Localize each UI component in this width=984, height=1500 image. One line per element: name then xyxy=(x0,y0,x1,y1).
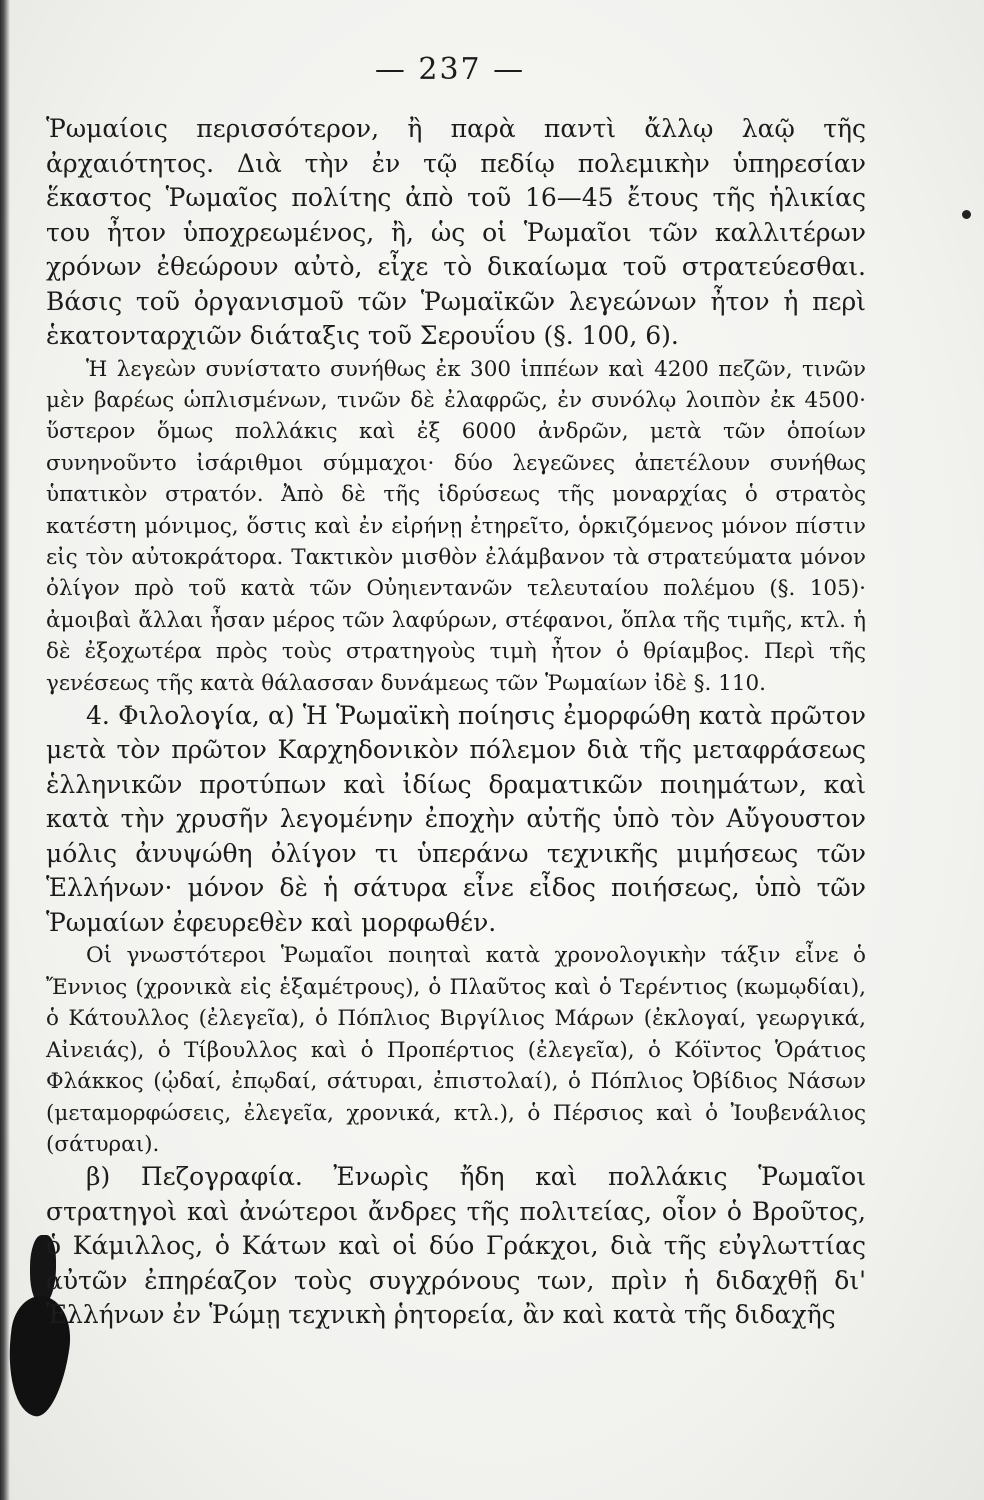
paragraph-legion: Ἡ λεγεὼν συνίστατο συνήθως ἐκ 300 ἱππέων καὶ 4200 πεζῶν, τινῶν μὲν βαρέως ὡπλισμένων, τινῶν δὲ ἐλαφρῶς, ἐν συνόλῳ λοιπὸν ἐκ 4500· ὕστερον ὅμως πολλάκις καὶ ἐξ 6000 ἀνδρῶν, μετὰ τῶν ὁποίων συνηνοῦντο ἰσάριθμοι σύμμαχοι· δύο λεγεῶνες ἀπετέλουν συνήθως ὑπατικὸν στρατόν. Ἀπὸ δὲ τῆς ἱδρύσεως τῆς μοναρχίας ὁ στρατὸς κατέστη μόνιμος, ὅστις καὶ ἐν εἰρήνῃ ἐτηρεῖτο, ὁρκιζόμενος μόνον πίστιν εἰς τὸν αὐτοκράτορα. Τακτικὸν μισθὸν ἐλάμβανον τὰ στρατεύματα μόνον ὀλίγον πρὸ τοῦ κατὰ τῶν Οὐηιεντανῶν τελευταίου πολέμου (§. 105)· ἀμοιβαὶ ἄλλαι ἦσαν μέρος τῶν λαφύρων, στέφανοι, ὅπλα τῆς τιμῆς, κτλ. ἡ δὲ ἐξοχωτέρα πρὸς τοὺς στρατηγοὺς τιμὴ ἦτον ὁ θρίαμβος. Περὶ τῆς γενέσεως τῆς κατὰ θάλασσαν δυνάμεως τῶν Ῥωμαίων ἰδὲ §. 110. xyxy=(46,356,866,696)
body-text xyxy=(46,112,866,1333)
paragraph-intro: Ῥωμαίοις περισσότερον, ἢ παρὰ παντὶ ἄλλῳ λαῷ τῆς ἀρχαιότητος. Διὰ τὴν ἐν τῷ πεδίῳ πολεμικὴν ὑπηρεσίαν ἕκαστος Ῥωμαῖος πολίτης ἀπὸ τοῦ 16—45 ἔτους τῆς ἡλικίας του ἦτον ὑποχρεωμένος, ἢ, ὡς οἱ Ῥωμαῖοι τῶν καλλιτέρων χρόνων ἐθεώρουν αὐτὸ, εἶχε τὸ δικαίωμα τοῦ στρατεύεσθαι. Βάσις τοῦ ὀργανισμοῦ τῶν Ῥωμαϊκῶν λεγεώνων ἦτον ἡ περὶ ἑκατονταρχιῶν διάταξις τοῦ Σερουΐου (§. 100, 6). xyxy=(46,114,866,350)
binding-edge xyxy=(0,0,10,1500)
paragraph-poets: Οἱ γνωστότεροι Ῥωμαῖοι ποιηταὶ κατὰ χρονολογικὴν τάξιν εἶνε ὁ Ἔννιος (χρονικὰ εἰς ἑξαμέτρους), ὁ Πλαῦτος καὶ ὁ Τερέντιος (κωμῳδίαι), ὁ Κάτουλλος (ἐλεγεῖα), ὁ Πόπλιος Βιργίλιος Μάρων (ἐκλογαί, γεωργικά, Αἰνειάς), ὁ Τίβουλλος καὶ ὁ Προπέρτιος (ἐλεγεῖα), ὁ Κόϊντος Ὁράτιος Φλάκκος (ᾠδαί, ἐπῳδαί, σάτυραι, ἐπιστολαί), ὁ Πόπλιος Ὀβίδιος Νάσων (μεταμορφώσεις, ἐλεγεῖα, χρονικά, κτλ.), ὁ Πέρσιος καὶ ὁ Ἰουβενάλιος (σάτυραι). xyxy=(46,943,866,1157)
paragraph-philology: 4. Φιλολογία, α) Ἡ Ῥωμαϊκὴ ποίησις ἐμορφώθη κατὰ πρῶτον μετὰ τὸν πρῶτον Καρχηδονικὸν πόλεμον διὰ τῆς μεταφράσεως ἑλληνικῶν προτύπων καὶ ἰδίως δραματικῶν ποιημάτων, καὶ κατὰ τὴν χρυσῆν λεγομένην ἐποχὴν αὐτῆς ὑπὸ τὸν Αὔγουστον μόλις ἀνυψώθη ὀλίγον τι ὑπεράνω τεχνικῆς μιμήσεως τῶν Ἑλλήνων· μόνον δὲ ἡ σάτυρα εἶνε εἶδος ποιήσεως, ὑπὸ τῶν Ῥωμαίων ἐφευρεθὲν καὶ μορφωθέν. xyxy=(46,700,866,937)
paragraph-prose: β) Πεζογραφία. Ἐνωρὶς ἤδη καὶ πολλάκις Ῥωμαῖοι στρατηγοὶ καὶ ἀνώτεροι ἄνδρες τῆς πολιτείας, οἷον ὁ Βροῦτος, ὁ Κάμιλλος, ὁ Κάτων καὶ οἱ δύο Γράκχοι, διὰ τῆς εὐγλωττίας αὐτῶν ἐπηρέαζον τοὺς συγχρόνους των, πρὶν ἡ διδαχθῇ δι' Ἑλλήνων ἐν Ῥώμῃ τεχνικὴ ῥητορεία, ἂν καὶ κατὰ τῆς διδαχῆς xyxy=(46,1162,866,1330)
ink-spot xyxy=(962,210,971,219)
page-number: — 237 — xyxy=(374,52,526,87)
